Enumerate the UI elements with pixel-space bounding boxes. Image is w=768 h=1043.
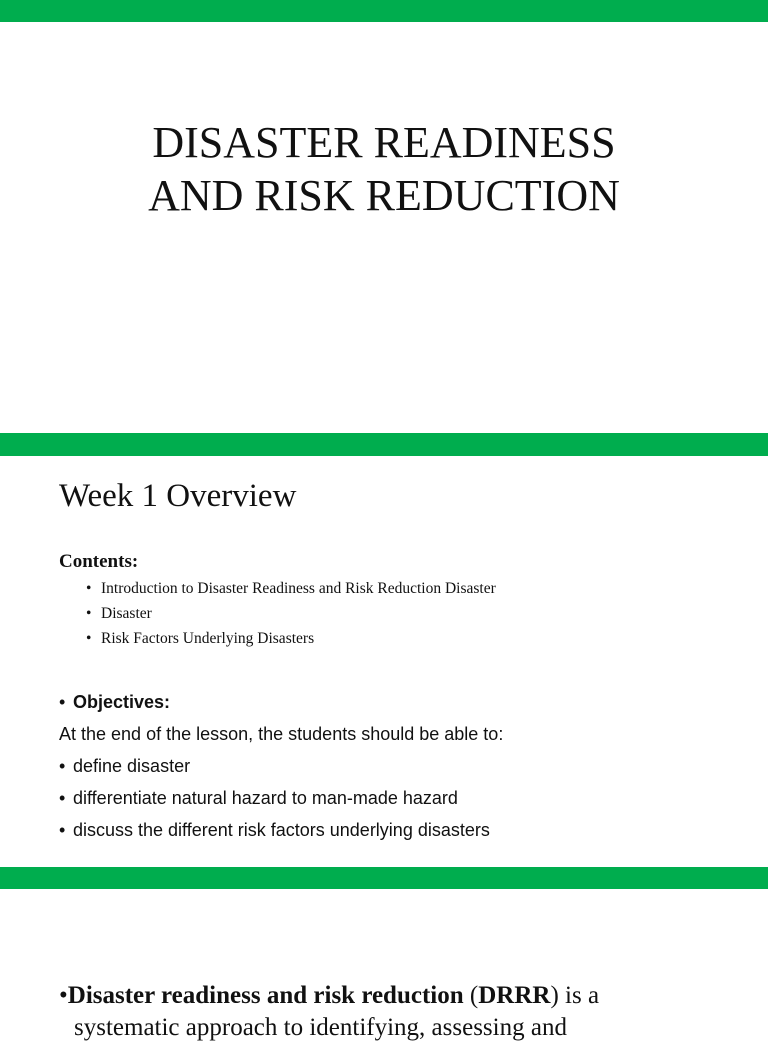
- slide-divider-1: [0, 433, 768, 456]
- slide-heading: Week 1 Overview: [59, 478, 297, 514]
- list-item: [59, 750, 503, 782]
- definition-paren-open: (: [463, 982, 479, 1009]
- contents-item-text: Risk Factors Underlying Disasters: [101, 630, 315, 647]
- list-item: [86, 576, 496, 601]
- slide-definition: [0, 889, 768, 1041]
- objectives-label: Objectives:: [73, 692, 171, 712]
- list-item: [86, 626, 496, 651]
- bullet-icon: •: [59, 788, 66, 808]
- bullet-icon: •: [86, 630, 92, 647]
- definition-line-2: systematic approach to identifying, assessing and: [74, 1014, 567, 1041]
- objectives-block: [59, 686, 503, 846]
- list-item: [59, 782, 503, 814]
- bullet-icon: •: [59, 982, 68, 1009]
- objective-text: differentiate natural hazard to man-made hazard: [73, 788, 458, 808]
- bullet-icon: •: [59, 820, 66, 840]
- objectives-intro: At the end of the lesson, the students should be able to:: [59, 724, 504, 744]
- deck-title: [0, 116, 768, 222]
- top-accent-bar: [0, 0, 768, 22]
- slide-divider-2: [0, 867, 768, 889]
- slide-week-overview: [0, 456, 768, 867]
- objectives-label-row: [59, 686, 503, 718]
- contents-item-text: Introduction to Disaster Readiness and Risk Reduction Disaster: [101, 580, 496, 597]
- definition-abbr: DRRR: [478, 982, 551, 1009]
- contents-label: Contents:: [59, 551, 139, 572]
- contents-item-text: Disaster: [101, 605, 152, 622]
- definition-rest: ) is a: [550, 982, 600, 1009]
- definition-term: Disaster readiness and risk reduction: [67, 982, 464, 1009]
- bullet-icon: •: [59, 756, 66, 776]
- objective-text: discuss the different risk factors underlying disasters: [73, 820, 490, 840]
- title-line-1: DISASTER READINESS: [152, 118, 616, 167]
- slide-title: [0, 22, 768, 433]
- bullet-icon: •: [86, 605, 92, 622]
- title-line-2: AND RISK REDUCTION: [148, 171, 620, 220]
- definition-line-1: [59, 981, 599, 1011]
- contents-list: [86, 576, 496, 651]
- bullet-icon: •: [86, 580, 92, 597]
- bullet-icon: •: [59, 692, 66, 712]
- list-item: [86, 601, 496, 626]
- objective-text: define disaster: [73, 756, 191, 776]
- list-item: [59, 814, 503, 846]
